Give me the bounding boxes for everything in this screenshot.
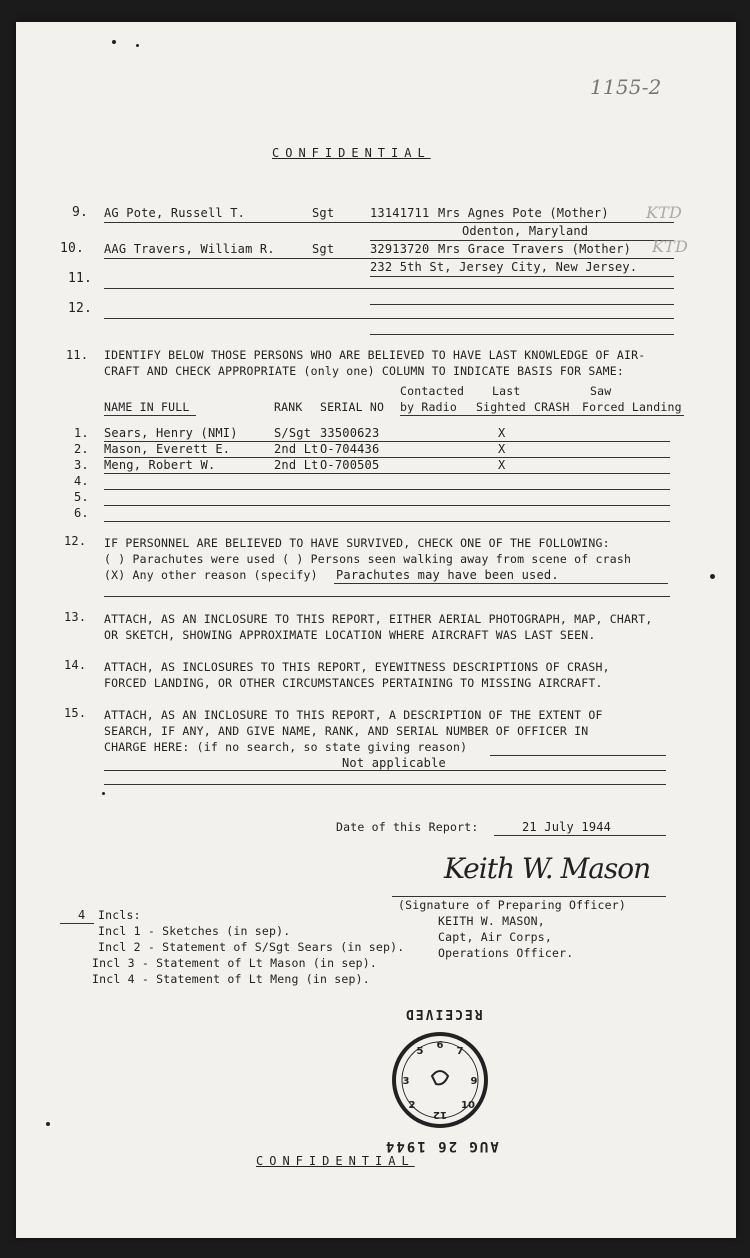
witness-check-mark: X — [498, 442, 506, 456]
crew-rank: Sgt — [312, 206, 335, 220]
crew-rank: Sgt — [312, 242, 335, 256]
section-text: CRAFT AND CHECK APPROPRIATE (only one) COLUMN TO INDICATE BASIS FOR SAME: — [104, 364, 625, 378]
section-text: ATTACH, AS INCLOSURES TO THIS REPORT, EYEWITNESS DESCRIPTIONS OF CRASH, — [104, 660, 610, 674]
section-answer: Parachutes may have been used. — [336, 568, 559, 582]
witness-check-mark: X — [498, 426, 506, 440]
report-date-label: Date of this Report: — [336, 820, 479, 834]
column-header-rank: RANK — [274, 400, 303, 414]
received-stamp-date: AUG 26 1944 — [384, 1138, 499, 1154]
crew-name: AAG Travers, William R. — [104, 242, 275, 256]
svg-text:9: 9 — [470, 1076, 478, 1087]
signature-caption: (Signature of Preparing Officer) — [398, 898, 626, 912]
section-number: 14. — [64, 658, 87, 672]
section-text: SEARCH, IF ANY, AND GIVE NAME, RANK, AND SERIAL NUMBER OF OFFICER IN — [104, 724, 589, 738]
section-text: IDENTIFY BELOW THOSE PERSONS WHO ARE BELIEVED TO HAVE LAST KNOWLEDGE OF AIR- — [104, 348, 646, 362]
section-text: (X) Any other reason (specify) — [104, 568, 318, 582]
witness-rank: 2nd Lt — [274, 458, 319, 472]
witness-row-number: 3. — [74, 458, 89, 472]
document-page — [16, 22, 736, 1238]
inclosure-item: Incl 2 - Statement of S/Sgt Sears (in sep). — [98, 940, 405, 954]
witness-row-number: 5. — [74, 490, 89, 504]
handwritten-file-number: 1155-2 — [590, 75, 662, 99]
officer-rank: Capt, Air Corps, — [438, 930, 552, 944]
inclosure-item: Incl 4 - Statement of Lt Meng (in sep). — [92, 972, 370, 986]
column-header: Sighted — [476, 400, 526, 414]
report-date-value: 21 July 1944 — [522, 820, 612, 834]
svg-text:7: 7 — [456, 1046, 464, 1057]
inclosure-item: Incl 1 - Sketches (in sep). — [98, 924, 291, 938]
crew-name: AG Pote, Russell T. — [104, 206, 246, 220]
witness-serial: O-700505 — [320, 458, 380, 472]
column-header: Last — [492, 384, 521, 398]
witness-row-number: 4. — [74, 474, 89, 488]
crew-row-number: 11. — [68, 271, 93, 286]
crew-note: KTD — [652, 237, 689, 256]
section-text: ATTACH, AS AN INCLOSURE TO THIS REPORT, A DESCRIPTION OF THE EXTENT OF — [104, 708, 603, 722]
crew-next-of-kin: Mrs Grace Travers (Mother) — [438, 242, 632, 256]
witness-serial: 33500623 — [320, 426, 380, 440]
witness-name: Sears, Henry (NMI) — [104, 426, 238, 440]
inclosures-count: 4 — [78, 908, 86, 922]
crew-note: KTD — [646, 203, 683, 222]
officer-title: Operations Officer. — [438, 946, 574, 960]
section-number: 15. — [64, 706, 87, 720]
footer-classification: CONFIDENTIAL — [256, 1154, 415, 1168]
witness-serial: O-704436 — [320, 442, 380, 456]
witness-row-number: 6. — [74, 506, 89, 520]
clock-stamp-icon — [392, 1032, 488, 1128]
section-number: 13. — [64, 610, 87, 624]
witness-name: Meng, Robert W. — [104, 458, 216, 472]
inclosures-label: Incls: — [98, 908, 141, 922]
crew-row-number: 9. — [72, 205, 89, 220]
column-header: Saw — [590, 384, 612, 398]
section-number: 12. — [64, 534, 87, 548]
witness-row-number: 1. — [74, 426, 89, 440]
column-header-serial: SERIAL NO — [320, 400, 385, 414]
column-header-name: NAME IN FULL — [104, 400, 190, 414]
svg-text:3: 3 — [402, 1076, 410, 1087]
inclosure-item: Incl 3 - Statement of Lt Mason (in sep). — [92, 956, 377, 970]
column-header: Contacted — [400, 384, 465, 398]
section-text: OR SKETCH, SHOWING APPROXIMATE LOCATION WHERE AIRCRAFT WAS LAST SEEN. — [104, 628, 596, 642]
section-text: IF PERSONNEL ARE BELIEVED TO HAVE SURVIVED, CHECK ONE OF THE FOLLOWING: — [104, 536, 610, 550]
section-text: ( ) Parachutes were used ( ) Persons seen walking away from scene of crash — [104, 552, 632, 566]
witness-name: Mason, Everett E. — [104, 442, 231, 456]
page-title: CONFIDENTIAL — [272, 146, 431, 160]
column-header: Forced Landing — [582, 400, 682, 414]
witness-rank: S/Sgt — [274, 426, 312, 440]
section-text: CHARGE HERE: (if no search, so state giving reason) — [104, 740, 468, 754]
section-text: FORCED LANDING, OR OTHER CIRCUMSTANCES PERTAINING TO MISSING AIRCRAFT. — [104, 676, 603, 690]
crew-serial: 32913720 — [370, 242, 430, 256]
officer-name: KEITH W. MASON, — [438, 914, 545, 928]
witness-rank: 2nd Lt — [274, 442, 319, 456]
crew-next-of-kin: Mrs Agnes Pote (Mother) — [438, 206, 609, 220]
crew-row-number: 10. — [60, 241, 85, 256]
received-stamp-label: RECEIVED — [404, 1006, 483, 1021]
crew-row-number: 12. — [68, 301, 93, 316]
section-number: 11. — [66, 348, 89, 362]
crew-serial: 13141711 — [370, 206, 430, 220]
section-answer: Not applicable — [342, 756, 446, 770]
column-header: by Radio — [400, 400, 457, 414]
svg-text:10: 10 — [461, 1100, 475, 1111]
section-text: ATTACH, AS AN INCLOSURE TO THIS REPORT, EITHER AERIAL PHOTOGRAPH, MAP, CHART, — [104, 612, 653, 626]
column-header: CRASH — [534, 400, 570, 414]
handwritten-signature: Keith W. Mason — [444, 852, 651, 885]
witness-check-mark: X — [498, 458, 506, 472]
svg-text:6: 6 — [436, 1040, 444, 1051]
svg-text:2: 2 — [408, 1100, 416, 1111]
witness-row-number: 2. — [74, 442, 89, 456]
crew-address: 232 5th St, Jersey City, New Jersey. — [370, 260, 638, 274]
crew-address: Odenton, Maryland — [462, 224, 589, 238]
svg-text:5: 5 — [416, 1046, 424, 1057]
svg-text:12: 12 — [433, 1109, 447, 1120]
